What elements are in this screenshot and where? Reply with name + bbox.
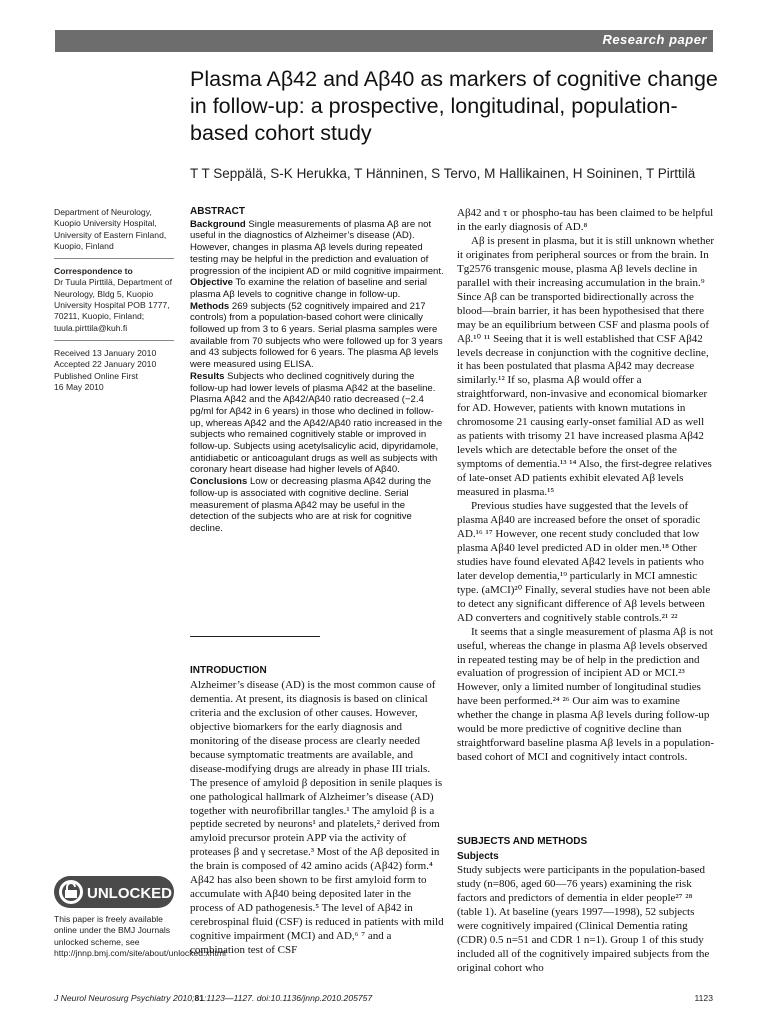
published-label: Published Online First (54, 370, 139, 381)
divider (54, 340, 174, 341)
affiliation: Department of Neurology, Kuopio University Hospital, University of Eastern Finland, Kuopio, Finland (54, 207, 167, 251)
published-date: 16 May 2010 (54, 381, 104, 392)
paragraph: Aβ42 and τ or phospho-tau has been claimed to be helpful in the early diagnosis of AD.⁸ (457, 207, 714, 233)
section-label: Research paper (602, 32, 707, 47)
abstract (190, 206, 444, 535)
sidebar-info (54, 207, 174, 393)
unlocked-note: This paper is freely available online under the BMJ Journals unlocked scheme, see http://jnnp.bmj.com/site/about/unlocked.xhtml (54, 914, 226, 958)
paragraph: Aβ is present in plasma, but it is still unknown whether it originates from peripheral sources or from the brain. In Tg2576 transgenic mouse, plasma Aβ levels decline in parallel with their increasing accumulation in the brain.⁹ Since Aβ can be transported bidirectionally across the blood—brain barrier, it has been hypothesised that there may be an equilibrium between CSF and plasma pools of Aβ.¹⁰ ¹¹ Seeing that it is well established that CSF Aβ42 levels decrease in conjunction with the cognitive decline, it has been postulated that plasma Aβ42 may decrease similarly.¹² If so, plasma Aβ would offer a straightforward, non-invasive and economical biomarker for AD. However, patients with known mutations in chromosome 21 causing early-onset familial AD as well as patients with trisomy 21 have increased plasma Aβ42 levels which are detectable before the onset of the symptoms of dementia.¹³ ¹⁴ Also, the first-degree relatives of late-onset AD patients exhibit elevated Aβ levels measured in plasma.¹⁵ (457, 234, 714, 499)
abstract-background: Background Single measurements of plasma Aβ are not useful in the diagnostics of Alzheimer’s disease (AD). However, changes in plasma Aβ levels during repeated testing may be helpful in the prediction and evaluation of progression of the incipient AD or mild cognitive impairment. (190, 218, 444, 277)
paragraph: Previous studies have suggested that the levels of plasma Aβ40 are increased before the onset of sporadic AD.¹⁶ ¹⁷ However, one recent study concluded that low plasma Aβ40 level predicted AD in older men.¹⁸ Other studies have found elevated Aβ42 levels in patients who later develop dementia,¹⁹ particularly in MCI amnestic type. (aMCI)²⁰ Finally, several studies have not been able to detect any significant difference of Aβ levels between AD converters and cognitively stable controls.²¹ ²² (457, 500, 711, 624)
right-column (457, 207, 714, 765)
unlocked-logo (54, 874, 174, 910)
methods-section (457, 835, 714, 976)
abstract-results: Results Subjects who declined cognitively during the follow-up had lower levels of plasma Aβ42 at the baseline. Plasma Aβ42 and the Aβ42/Aβ40 ratio decreased (−2.4 pg/ml for Aβ42 in 6 years) in those who declined in follow-up, whereas Aβ42 and the Aβ42/Aβ40 ratio increased in the subjects who remained cognitively stable or improved in follow-up. Subjects using acetylsalicylic acid, dipyridamole, antidiabetic or anticoagulant drugs as well as subjects with coronary heart disease had higher levels of Aβ40. (190, 370, 443, 476)
unlocked-logo-text: UNLOCKED (87, 885, 172, 902)
abstract-conclusions: Conclusions Low or decreasing plasma Aβ42 during the follow-up is associated with cognitive decline. Serial measurement of plasma Aβ42 may be useful in the detection of the subjects who are at risk for cognitive decline. (190, 476, 432, 534)
abstract-rule (190, 636, 320, 637)
abstract-objective: Objective To examine the relation of baseline and serial plasma Aβ levels to cognitive change in follow-up. (190, 277, 428, 300)
correspondence-heading: Correspondence to (54, 266, 133, 277)
abstract-heading: ABSTRACT (190, 206, 245, 217)
abstract-methods: Methods 269 subjects (52 cognitively impaired and 217 controls) from a population-based cohort were clinically followed up from 3 to 6 years. Serial plasma samples were available from 70 subjects who were followed up for 3 years and 43 subjects followed for 6 years. The plasma Aβ levels were measured using ELISA. (190, 300, 443, 371)
footer-citation: J Neurol Neurosurg Psychiatry 2010;81:1123—1127. doi:10.1136/jnnp.2010.205757 (54, 993, 373, 1003)
introduction-paragraph: Alzheimer’s disease (AD) is the most common cause of dementia. At present, its diagnosis is based on clinical criteria and the exclusion of other causes. However, objective biomarkers for the early diagnosis and monitoring of the disease process are clearly needed because symptomatic treatments are available, and disease-modifying drugs are already in phase III trials. The presence of amyloid β deposition in senile plaques is one pathological hallmark of Alzheimer’s disease (AD) together with neurofibrillar tangles.¹ The amyloid β is a peptide secreted by neurons¹ and platelets,² derived from amyloid precursor protein APP via the activity of proteases β and γ secretase.³ Most of the Aβ deposited in the brain is composed of 42 amino acids (Aβ42) form.⁴ Aβ42 has also been shown to be first amyloid form to accumulate with Aβ40 being deposited later in the process of AD pathogenesis.⁵ The level of Aβ42 in cerebrospinal fluid (CSF) is reduced in patients with mild cognitive impairment (MCI) and AD,⁶ ⁷ and a combination test of CSF (190, 678, 444, 957)
received-date: Received 13 January 2010 (54, 347, 157, 358)
methods-subheading: Subjects (457, 850, 499, 862)
section-band (55, 30, 713, 52)
methods-heading: SUBJECTS AND METHODS (457, 836, 588, 847)
page-number: 1123 (694, 993, 713, 1003)
paragraph: It seems that a single measurement of plasma Aβ is not useful, whereas the change in plasma Aβ levels observed in repeated testing may be of help in the prediction and evaluation of progression of incipient AD or MCI.²³ However, only a limited number of longitudinal studies have been performed.²⁴ ²⁶ Our aim was to examine whether the change in plasma Aβ levels during follow-up would be more predictive of cognitive decline than straightforward baseline plasma Aβ levels in a population-based cohort of MCI and cognitively intact controls. (457, 625, 715, 764)
accepted-date: Accepted 22 January 2010 (54, 359, 157, 370)
introduction-heading: INTRODUCTION (190, 665, 267, 676)
divider (54, 258, 174, 259)
article-title: Plasma Aβ42 and Aβ40 as markers of cognitive change in follow-up: a prospective, longitudinal, population-based cohort study (190, 67, 718, 145)
methods-paragraph: Study subjects were participants in the population-based study (n=806, aged 60—76 years) examining the risk factors and predictors of dementia in elder people²⁷ ²⁸ (table 1). At baseline (years 1997—1998), 52 subjects were cognitively impaired (Clinical Dementia rating (CDR) 0.5 n=51 and CDR 1 n=1). Group 1 of this study included all of the cognitively impaired subjects from the original cohort who (457, 863, 710, 974)
author-list: T T Seppälä, S-K Herukka, T Hänninen, S Tervo, M Hallikainen, H Soininen, T Pirttilä (190, 166, 696, 181)
introduction (190, 664, 444, 958)
correspondence-text: Dr Tuula Pirttilä, Department of Neurology, Bldg 5, Kuopio University Hospital POB 1777, 70211, Kuopio, Finland; tuula.pirttila@kuh.fi (54, 277, 172, 333)
